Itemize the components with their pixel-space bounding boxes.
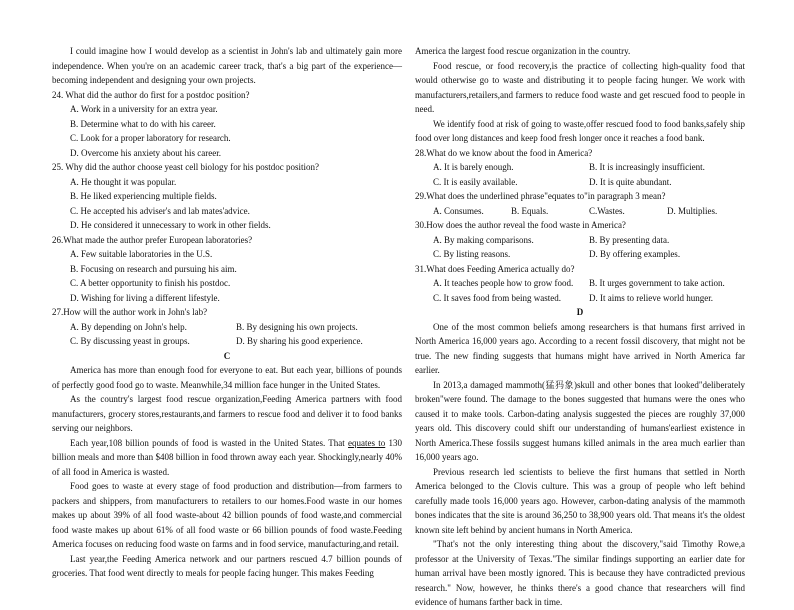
q29-option-c: C.Wastes. [589, 205, 625, 216]
q30-option-b: B. By presenting data. [589, 234, 670, 245]
q24-option-a: A. Work in a university for an extra year. [70, 104, 218, 114]
q28-options-row-2 [415, 175, 745, 190]
passage-c-paragraph-5: Last year,the Feeding America network and our partners rescued 4.7 billion pounds of groceries. That food went directly to meals for people facing hunger. This makes Feeding [52, 553, 402, 578]
left-column [52, 44, 402, 581]
question-30: 30.How does the author reveal the food waste in America? [415, 220, 626, 230]
q25-option-b: B. He liked experiencing multiple fields. [70, 191, 217, 201]
passage-c-paragraph-1: America has more than enough food for everyone to eat. But each year, billions of pounds of perfectly good food go to waste. Meanwhile,34 million face hunger in the United States. [52, 365, 402, 390]
q31-options-row-2 [415, 291, 745, 306]
passage-d-paragraph-3: Previous research led scientists to believe the first humans that settled in North America belonged to the Clovis culture. This was a group of people who left behind carefully made tools 16,000 years ago. However, carbon-dating analysis of the mammoth bones indicates that the site is around 36,250 to 38,900 years old. That means it's the oldest known site left behind by ancient humans in North America. [415, 466, 745, 535]
question-26: 26.What made the author prefer European laboratories? [52, 234, 253, 245]
q24-option-d: D. Overcome his anxiety about his career. [70, 147, 221, 158]
q24-option-b: B. Determine what to do with his career. [70, 118, 216, 129]
q28-option-a: A. It is barely enough. [433, 162, 514, 172]
q30-options-row-1 [415, 233, 745, 248]
q26-option-c: C. A better opportunity to finish his postdoc. [70, 278, 231, 288]
passage-c-paragraph-3 [52, 436, 402, 480]
q31-options-row-1 [415, 276, 745, 291]
q27-option-d: D. By sharing his good experience. [236, 336, 363, 346]
q29-options-row [415, 204, 745, 219]
question-31: 31.What does Feeding America actually do? [415, 263, 575, 274]
q29-option-d: D. Multiplies. [667, 205, 718, 216]
q26-option-b: B. Focusing on research and pursuing his aim. [70, 263, 237, 274]
q31-option-c: C. It saves food from being wasted. [433, 292, 561, 303]
q31-option-b: B. It urges government to take action. [589, 278, 725, 288]
section-c-heading: C [223, 350, 231, 361]
q25-option-a: A. He thought it was popular. [70, 176, 177, 187]
passage-d-paragraph-2: In 2013,a damaged mammoth(猛犸象)skull and other bones that looked"deliberately broken"were found. The damage to the bones suggested that humans were the ones who caused it to make tools. Carbon-dating analysis suggested the pieces are roughly 37,000 years old. This discovery could shift our understanding of humans'earliest existence in North America.These fossils suggest humans killed animals in the area much earlier than 16,000 years ago. [415, 379, 745, 462]
q27-options-row-2 [52, 334, 402, 349]
question-29: 29.What does the underlined phrase"equates to"in paragraph 3 mean? [415, 191, 666, 201]
right-column [415, 44, 745, 610]
q26-option-a: A. Few suitable laboratories in the U.S. [70, 249, 213, 259]
q27-option-a: A. By depending on John's help. [70, 321, 187, 332]
paragraph-3-text-end: 130 billion meals and more than $408 billion in food thrown away each year. Shockingly,nearly 40% of all food in America is wasted. [52, 437, 402, 477]
q28-option-b: B. It is increasingly insufficient. [589, 162, 705, 172]
question-25: 25. Why did the author choose yeast cell biology for his postdoc position? [52, 162, 320, 172]
q28-option-d: D. It is quite abundant. [589, 176, 672, 187]
question-24: 24. What did the author do first for a postdoc position? [52, 89, 250, 100]
passage-c-paragraph-5-continued: America the largest food rescue organization in the country. [415, 46, 631, 56]
passage-c-paragraph-6: Food rescue, or food recovery,is the practice of collecting high-quality food that would otherwise go to waste and distributing it to people facing hunger. We work with manufacturers,retailers,and farmers to reduce food waste and get rescued food to people in need. [415, 60, 745, 114]
passage-c-paragraph-2: As the country's largest food rescue organization,Feeding America partners with food manufacturers, grocery stores,restaurants,and farmers to rescue food and deliver it to food banks serving our neighbors. [52, 394, 402, 433]
q27-options-row-1 [52, 320, 402, 335]
underlined-phrase: equates to [348, 437, 386, 448]
question-27: 27.How will the author work in John's lab? [52, 307, 208, 317]
q31-option-d: D. It aims to relieve world hunger. [589, 292, 713, 303]
q29-option-a: A. Consumes. [433, 205, 484, 216]
question-28: 28.What do we know about the food in America? [415, 147, 593, 158]
paragraph-3-text-start: Each year,108 billion pounds of food is wasted in the United States. That [70, 437, 349, 448]
intro-paragraph: I could imagine how I would develop as a scientist in John's lab and ultimately gain more independence. When you're on an academic career track, that's a big part of the experience—becoming independent and designing your own projects. [52, 46, 402, 85]
passage-d-paragraph-4: "That's not the only interesting thing about the discovery,"said Timothy Rowe,a professor at the University of Texas."The similar findings supporting an earlier date for human arrival have been mostly ignored. This is because they have contradicted previous research." Now, however, he thinks there's a good chance that researchers will find evidence of humans farther back in time. [415, 539, 745, 607]
passage-c-paragraph-7: We identify food at risk of going to waste,offer rescued food to food banks,safely ship food over long distances and keep food fresh longer once it reaches a food bank. [415, 118, 745, 143]
q30-options-row-2 [415, 247, 745, 262]
section-d-heading: D [576, 307, 584, 317]
q30-option-c: C. By listing reasons. [433, 249, 511, 259]
q28-options-row-1 [415, 160, 745, 175]
passage-d-paragraph-1: One of the most common beliefs among researchers is that humans first arrived in North America 16,000 years ago. According to a recent fossil discovery, that might not be true. The new finding suggests that humans might have arrived in North America far earlier. [415, 321, 745, 375]
q30-option-a: A. By making comparisons. [433, 234, 534, 245]
q28-option-c: C. It is easily available. [433, 176, 518, 187]
passage-c-paragraph-4: Food goes to waste at every stage of food production and distribution—from farmers to packers and shippers, from manufacturers to retailers to our homes.Food waste in our homes makes up about 39% of all food waste-about 42 billion pounds of food waste,and commercial food waste makes up about 61% of all food waste or 66 billion pounds of food waste.Feeding America focuses on reducing food waste on farms and in food service, manufacturing,and retail. [52, 481, 402, 549]
q31-option-a: A. It teaches people how to grow food. [433, 278, 574, 288]
q25-option-c: C. He accepted his adviser's and lab mates'advice. [70, 205, 250, 216]
q27-option-c: C. By discussing yeast in groups. [70, 336, 190, 346]
q29-option-b: B. Equals. [511, 205, 549, 216]
q24-option-c: C. Look for a proper laboratory for research. [70, 133, 231, 143]
q27-option-b: B. By designing his own projects. [236, 321, 358, 332]
q25-option-d: D. He considered it unnecessary to work in other fields. [70, 220, 271, 230]
q26-option-d: D. Wishing for living a different lifestyle. [70, 292, 220, 303]
q30-option-d: D. By offering examples. [589, 249, 681, 259]
